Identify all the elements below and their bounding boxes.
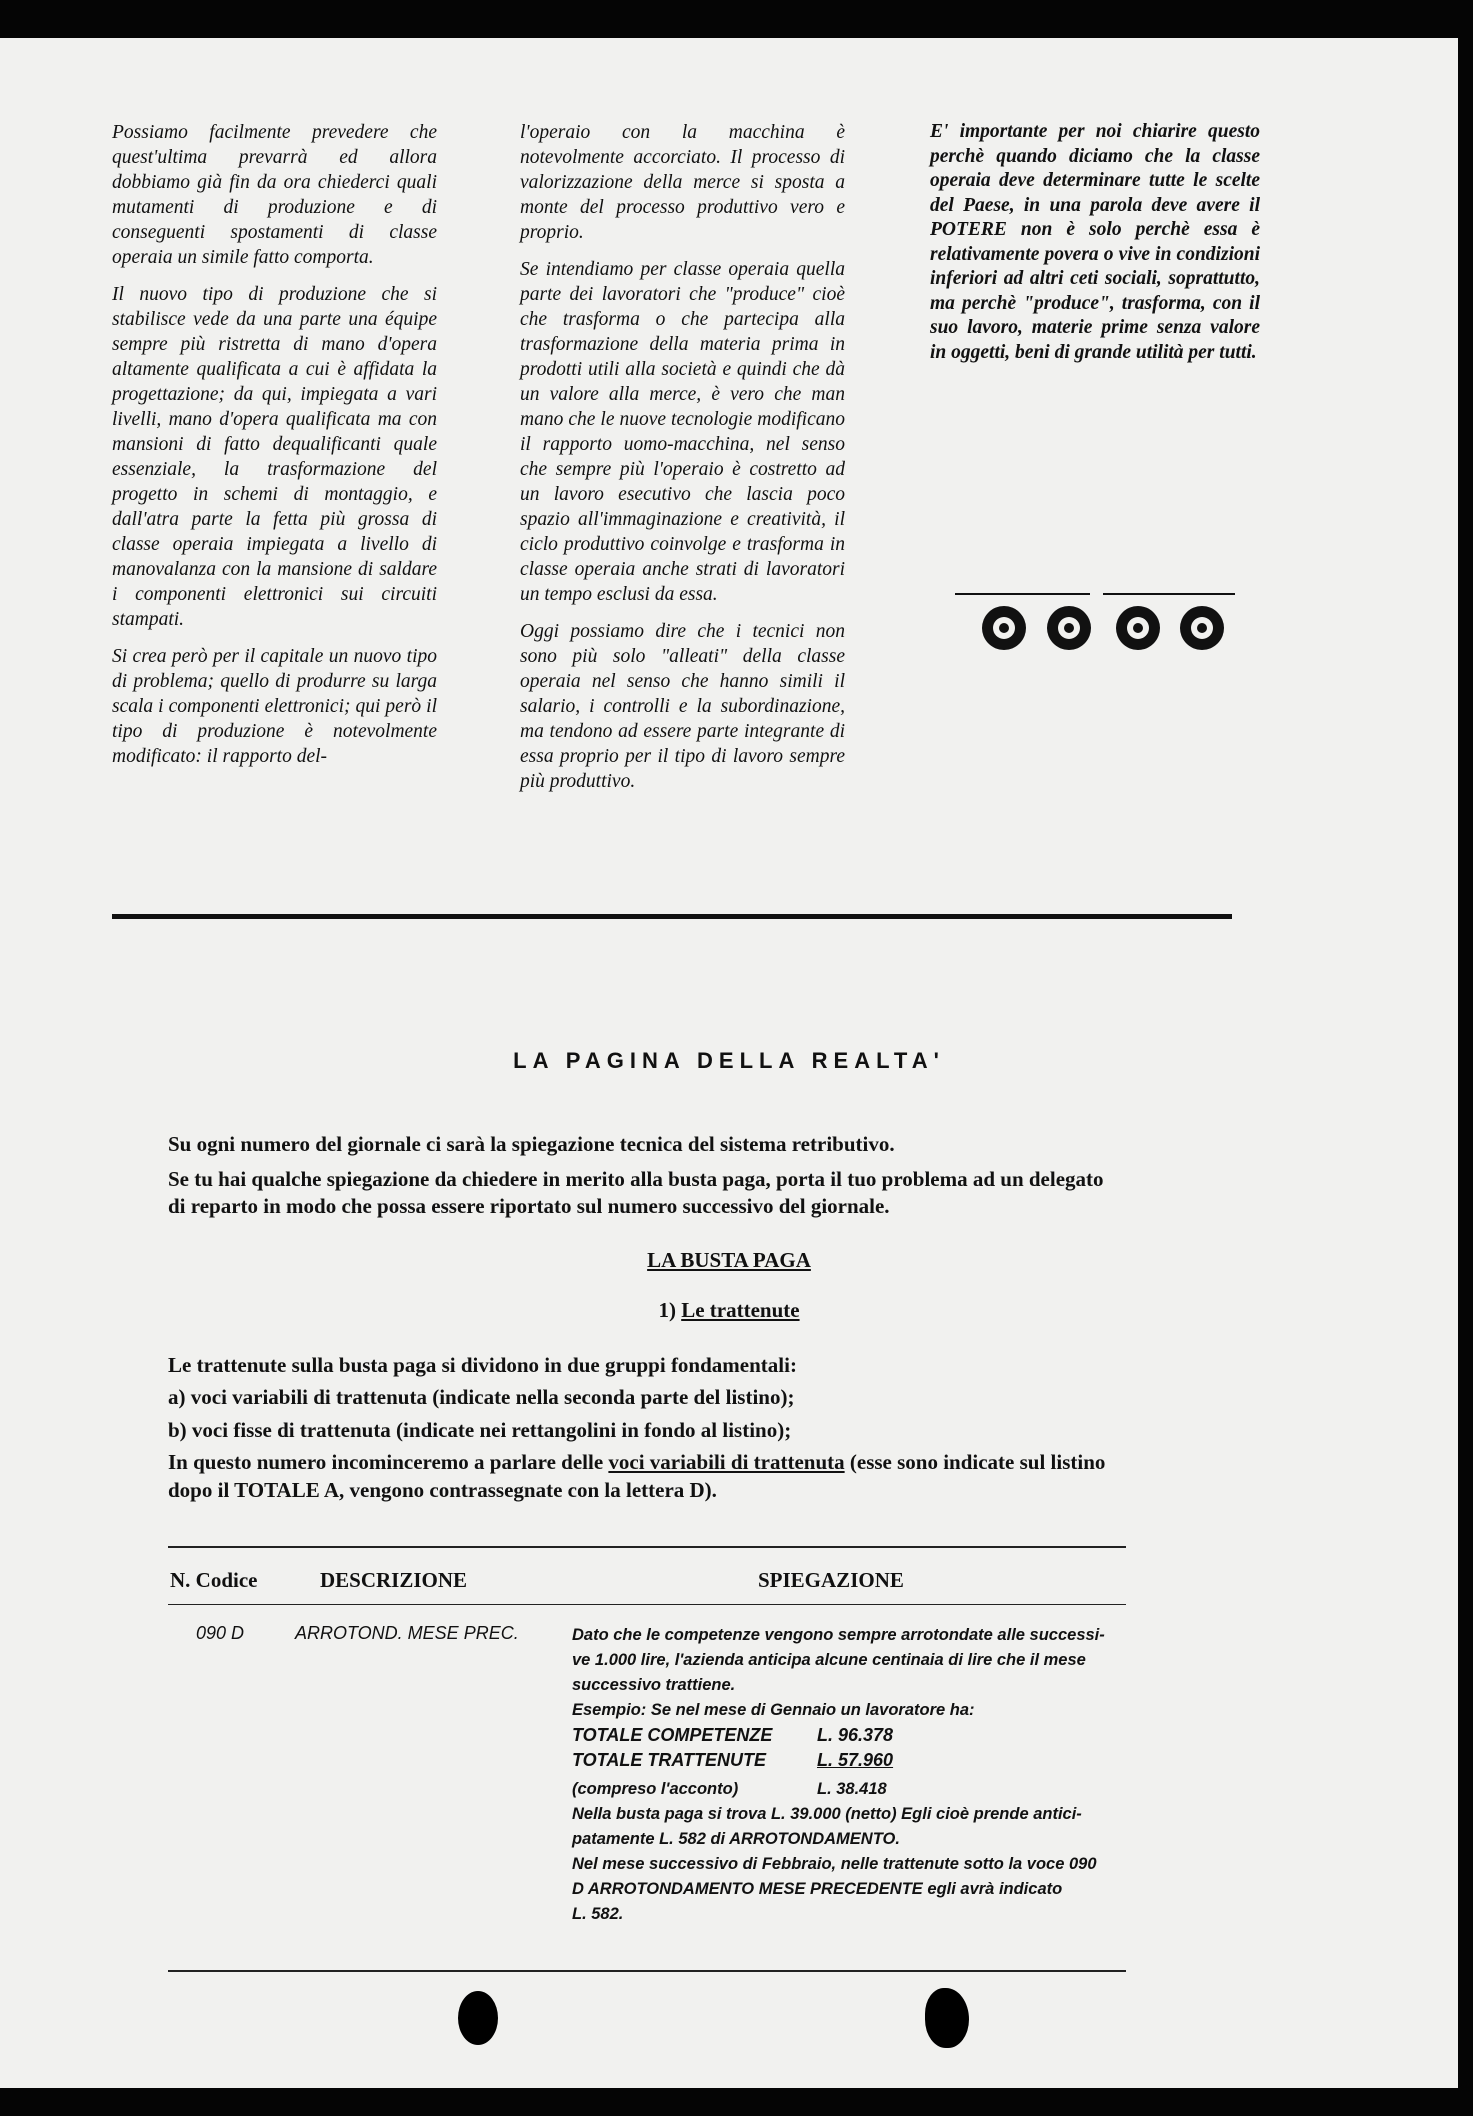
explanation-line: L. 582.: [572, 1905, 624, 1923]
body-text: b) voci fisse di trattenuta (indicate nei rettangolini in fondo al listino);: [168, 1418, 792, 1442]
row-code: 090 D: [196, 1623, 245, 1643]
section-title: LA PAGINA DELLA REALTA': [513, 1048, 945, 1073]
body-text: [168, 1448, 1128, 1504]
section-divider: [112, 914, 1232, 919]
explanation-line: ve 1.000 lire, l'azienda anticipa alcune centinaia di lire che il mese: [572, 1651, 1086, 1669]
article-column-2: [520, 120, 845, 806]
acconto-row: [572, 1777, 1132, 1802]
article-column-3: [930, 120, 1260, 377]
body-text-part: (esse sono indicate sul listino dopo il TOTALE A, vengono contrassegnate con la lettera D).: [168, 1450, 1106, 1502]
body-text: Le trattenute sulla busta paga si dividono in due gruppi fondamentali:: [168, 1353, 797, 1377]
body-text: a) voci variabili di trattenuta (indicate nella seconda parte del listino);: [168, 1385, 795, 1409]
column-header-description: DESCRIZIONE: [320, 1568, 468, 1592]
totale-competenze-row: [572, 1723, 1132, 1748]
article-column-1: [112, 120, 437, 781]
row-description: ARROTOND. MESE PREC.: [295, 1623, 519, 1643]
paragraph: Se intendiamo per classe operaia quella parte dei lavoratori che "produce" cioè che trasforma o che partecipa alla trasformazione della materia prima in prodotti utili alla società e quindi che dà un valore alla merce, è vero che man mano che le nuove tecnologie modificano il rapporto uomo-macchina, nel senso che sempre più l'operaio è costretto ad un lavoro esecutivo che lascia poco spazio all'immaginazione e creatività, il ciclo produttivo coinvolge e trasforma in classe operaia anche strati di lavoratori un tempo esclusi da essa.: [520, 259, 845, 605]
sun-ornament-icon: [982, 606, 1026, 650]
explanation-line: Esempio: Se nel mese di Gennaio un lavoratore ha:: [572, 1701, 975, 1719]
sun-ornament-icon: [1116, 606, 1160, 650]
paragraph: Possiamo facilmente prevedere che quest'ultima prevarrà ed allora dobbiamo già fin da ora chiederci quali mutamenti di produzione e di conseguenti spostamenti di classe operaia un simile fatto comporta.: [112, 122, 437, 268]
document-page: [0, 38, 1458, 2088]
ink-blot: [925, 1988, 969, 2048]
topic-number: 1): [658, 1298, 682, 1322]
explanation-line: Nel mese successivo di Febbraio, nelle trattenute sotto la voce 090: [572, 1855, 1097, 1873]
paragraph: Si crea però per il capitale un nuovo tipo di problema; quello di produrre su larga scala i componenti elettronici; qui però il tipo di produzione è notevolmente modificato: il rapporto del-: [112, 646, 437, 767]
totale-trattenute-value: L. 57.960: [817, 1750, 894, 1770]
ornament-rule: [955, 593, 1090, 595]
totale-competenze-value: L. 96.378: [817, 1725, 894, 1745]
explanation-line: Nella busta paga si trova L. 39.000 (netto) Egli cioè prende antici-: [572, 1805, 1082, 1823]
table-rule: [168, 1604, 1126, 1605]
table-rule: [168, 1970, 1126, 1972]
ink-blot: [458, 1991, 498, 2045]
paragraph: l'operaio con la macchina è notevolmente accorciato. Il processo di valorizzazione della merce si sposta a monte del processo produttivo vero e proprio.: [520, 122, 845, 243]
explanation-line: patamente L. 582 di ARROTONDAMENTO.: [572, 1830, 900, 1848]
explanation-line: D ARROTONDAMENTO MESE PRECEDENTE egli avrà indicato: [572, 1880, 1063, 1898]
acconto-value: L. 38.418: [817, 1780, 887, 1798]
topic-title: [0, 1298, 1458, 1323]
body-text-underlined: voci variabili di trattenuta: [608, 1450, 845, 1474]
acconto-label: (compreso l'acconto): [572, 1780, 739, 1798]
totale-competenze-label: TOTALE COMPETENZE: [572, 1725, 773, 1745]
totale-trattenute-label: TOTALE TRATTENUTE: [572, 1750, 766, 1770]
paragraph: Oggi possiamo dire che i tecnici non sono più solo "alleati" della classe operaia nel senso che hanno simili il salario, i controlli e la subordinazione, ma tendono ad essere parte integrante di essa proprio per il tipo di lavoro sempre più produttivo.: [520, 621, 845, 792]
subsection-title: [0, 1248, 1458, 1273]
explanation-line: Dato che le competenze vengono sempre arrotondate alle successi-: [572, 1626, 1105, 1644]
totale-trattenute-row: [572, 1748, 1132, 1773]
column-header-explanation: SPIEGAZIONE: [758, 1568, 904, 1592]
subsection-title-text: LA BUSTA PAGA: [647, 1248, 811, 1272]
table-rule: [168, 1546, 1126, 1548]
intro-line: Se tu hai qualche spiegazione da chiedere in merito alla busta paga, porta il tuo problema ad un delegato di reparto in modo che possa essere riportato sul numero successivo del giornale.: [168, 1167, 1104, 1218]
ornament-rule: [1103, 593, 1235, 595]
row-explanation: [572, 1623, 1132, 1927]
explanation-line: successivo trattiene.: [572, 1676, 736, 1694]
intro-line: Su ogni numero del giornale ci sarà la spiegazione tecnica del sistema retributivo.: [168, 1132, 895, 1156]
paragraph: E' importante per noi chiarire questo perchè quando diciamo che la classe operaia deve determinare tutte le scelte del Paese, in una parola deve avere il POTERE non è solo perchè essa è relativamente povera o vive in condizioni inferiori ad altri ceti sociali, soprattutto, ma perchè "produce", trasforma, con il suo lavoro, materie prime senza valore in oggetti, beni di grande utilità per tutti.: [930, 121, 1260, 363]
sun-ornament-icon: [1180, 606, 1224, 650]
sun-ornament-icon: [1047, 606, 1091, 650]
topic-title-text: Le trattenute: [681, 1298, 800, 1322]
column-header-code: N. Codice: [170, 1568, 258, 1592]
body-text-part: In questo numero incominceremo a parlare delle: [168, 1450, 609, 1474]
paragraph: Il nuovo tipo di produzione che si stabilisce vede da una parte una équipe sempre più ristretta di mano d'opera altamente qualificata a cui è affidata la progettazione; da qui, impiegata a vari livelli, mano d'opera qualificata ma con mansioni di fatto dequalificanti quale essenziale, la trasformazione del progetto in schemi di montaggio, e dall'atra parte la fetta più grossa di classe operaia impiegata a livello di manovalanza con la mansione di saldare i componenti elettronici sui circuiti stampati.: [112, 284, 437, 630]
